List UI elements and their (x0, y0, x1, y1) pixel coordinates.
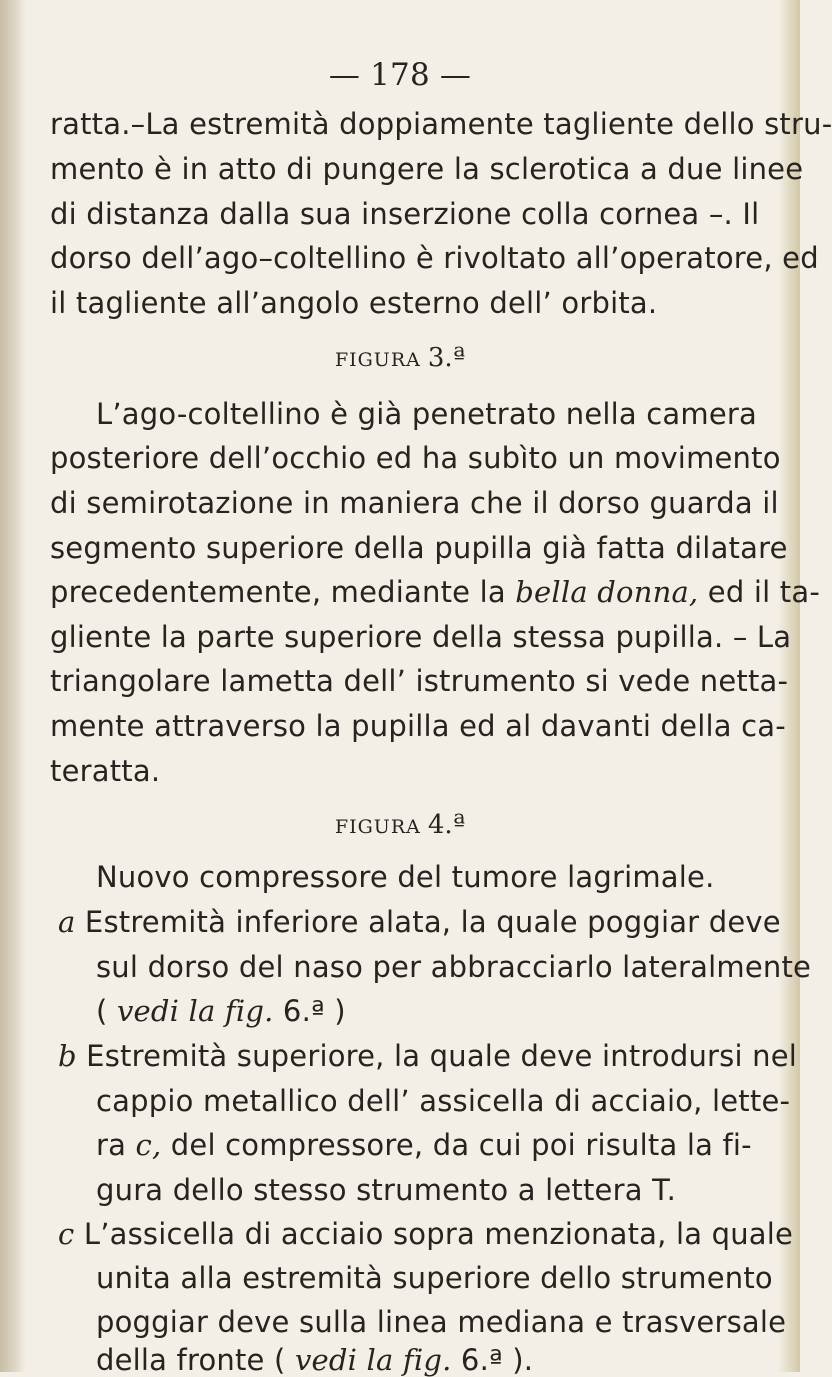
figure-number: 4.ª (427, 810, 466, 840)
figure-4-caption (0, 808, 800, 844)
text-line (96, 994, 346, 1028)
text-run: precedentemente, mediante la (50, 575, 516, 609)
text-line: poggiar deve sulla linea mediana e trasversale (96, 1305, 787, 1339)
text-run: ( (96, 994, 117, 1028)
page-number: — 178 — (328, 57, 472, 93)
figure-number: 3.ª (427, 343, 466, 373)
text-run: ed il ta- (698, 575, 820, 609)
text-run: 6.ª ). (451, 1343, 534, 1377)
text-line: L’ago-coltellino è già penetrato nella camera (96, 397, 757, 431)
item-letter: c (58, 1217, 75, 1251)
text-line: gura dello stesso strumento a lettera T. (96, 1173, 676, 1207)
text-line: cappio metallico dell’ assicella di acciaio, lette- (96, 1084, 791, 1118)
text-run: del compressore, da cui poi risulta la fi- (161, 1128, 752, 1162)
text-run: Estremità superiore, la quale deve introdursi nel (76, 1039, 798, 1073)
figure-label: FIGURA (334, 349, 421, 371)
text-run: 6.ª ) (273, 994, 346, 1028)
item-a-line (58, 905, 781, 939)
item-letter: a (58, 905, 76, 939)
text-line: segmento superiore della pupilla già fatta dilatare (50, 531, 788, 565)
text-line: sul dorso del naso per abbracciarlo lateralmente (96, 950, 812, 984)
section-heading: Nuovo compressore del tumore lagrimale. (96, 860, 715, 894)
page-binding-shadow (0, 0, 26, 1372)
text-line: di distanza dalla sua inserzione colla cornea –. Il (50, 197, 760, 231)
item-letter: b (58, 1039, 77, 1073)
text-line: mento è in atto di pungere la sclerotica a due linee (50, 152, 804, 186)
figure-label: FIGURA (334, 816, 421, 838)
text-line (50, 575, 820, 609)
text-line: ratta.–La estremità doppiamente tagliente dello stru- (50, 107, 832, 141)
text-line: di semirotazione in maniera che il dorso guarda il (50, 486, 779, 520)
text-run: ra (96, 1128, 136, 1162)
italic-text: vedi la fig. (116, 994, 274, 1028)
item-b-line (58, 1039, 797, 1073)
figure-3-caption (0, 341, 800, 377)
text-line: il tagliente all’angolo esterno dell’ orbita. (50, 286, 658, 320)
text-line (96, 1128, 752, 1162)
text-line: unita alla estremità superiore dello strumento (96, 1261, 773, 1295)
text-line: triangolare lametta dell’ istrumento si vede netta- (50, 664, 789, 698)
text-line: gliente la parte superiore della stessa pupilla. – La (50, 620, 792, 654)
text-run: della fronte ( (96, 1343, 295, 1377)
text-line: mente attraverso la pupilla ed al davanti della ca- (50, 709, 786, 743)
text-line: teratta. (50, 754, 161, 788)
text-line (96, 1343, 533, 1377)
text-run: L’assicella di acciaio sopra menzionata, la quale (74, 1217, 794, 1251)
italic-text: vedi la fig. (294, 1343, 452, 1377)
text-run: Estremità inferiore alata, la quale poggiar deve (75, 905, 781, 939)
italic-text: bella donna, (515, 575, 699, 609)
text-line: dorso dell’ago–coltellino è rivoltato all’operatore, ed (50, 241, 819, 275)
item-c-line (58, 1217, 793, 1251)
text-line: posteriore dell’occhio ed ha subìto un movimento (50, 441, 781, 475)
italic-text: c, (135, 1128, 162, 1162)
